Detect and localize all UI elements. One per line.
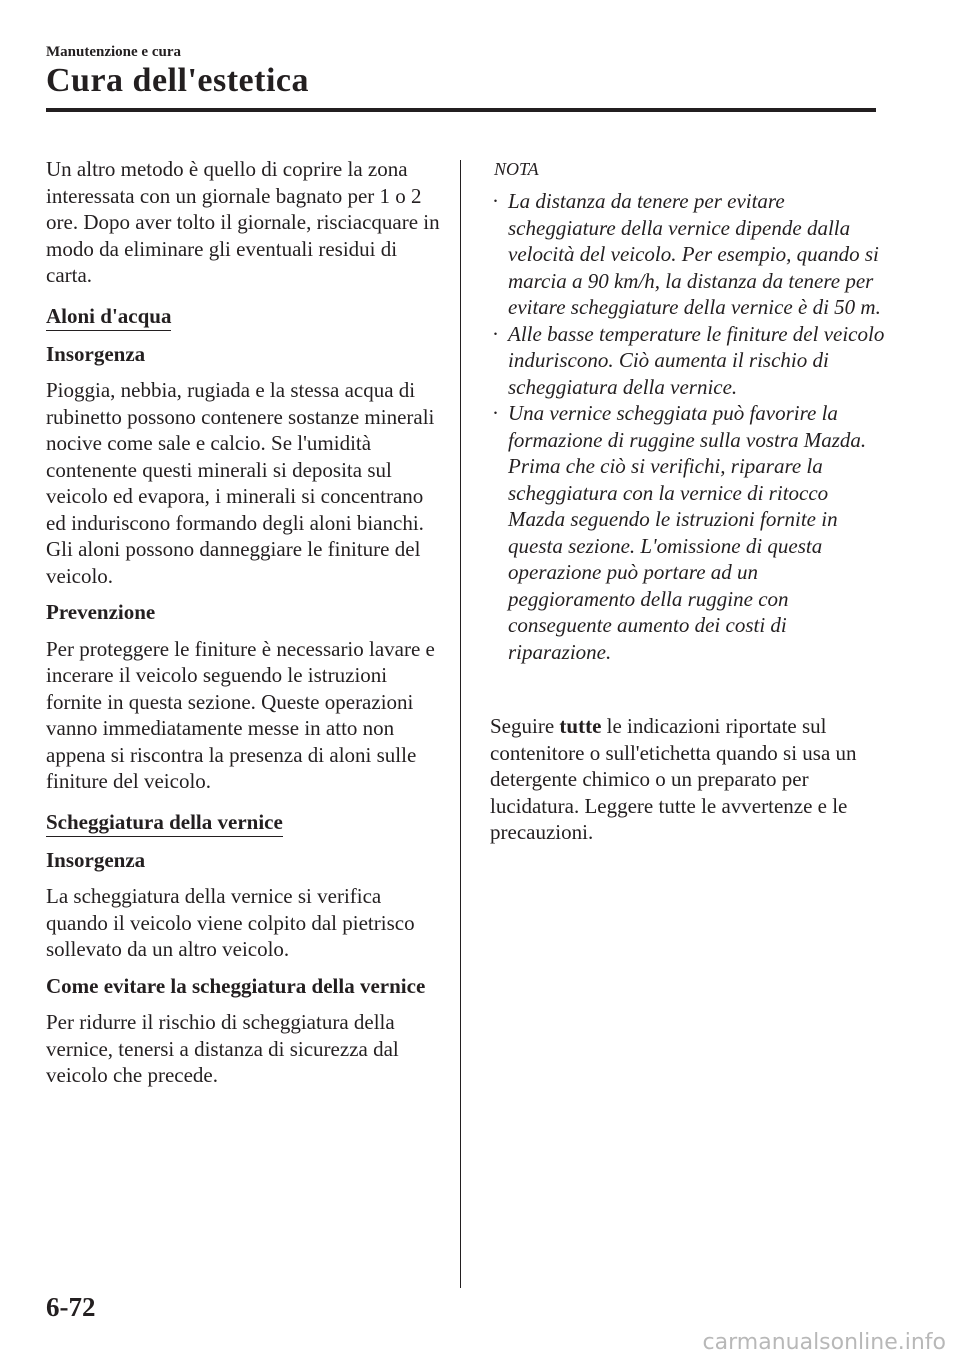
bullet-icon: ·	[492, 401, 499, 425]
section-heading-water-spots: Aloni d'acqua	[46, 303, 171, 331]
occurrence-text: La scheggiatura della vernice si verifica quando il veicolo viene colpito dal pietrisco sollevato da un altro veicolo.	[46, 884, 415, 961]
right-column	[490, 156, 885, 846]
column-divider	[460, 160, 461, 1288]
closing-suffix: le indicazioni riportate sul contenitore o sull'etichetta quando si usa un detergente chimico o un preparato per lucidatura. Leggere tutte le avvertenze e le precauzioni.	[490, 714, 857, 844]
closing-emphasis: tutte	[559, 714, 602, 738]
note-item: · Una vernice scheggiata può favorire la formazione di ruggine sulla vostra Mazda. Prima che ciò si verifichi, riparare la scheggiatura con la vernice di ritocco Mazda seguendo le istruzioni fornite in questa sezione. L'omissione di questa operazione può portare ad un peggioramento della ruggine con conseguente aumento dei costi di riparazione.	[492, 401, 867, 664]
bullet-icon: ·	[492, 321, 499, 346]
closing-paragraph	[490, 713, 885, 846]
note-item: · La distanza da tenere per evitare scheggiature della vernice dipende dalla velocità del veicolo. Per esempio, quando si marcia a 90 km/h, la distanza da tenere per evitare scheggiature della vernice è di 50 m.	[492, 189, 881, 319]
avoid-chipping-label: Come evitare la scheggiatura della vernice	[46, 973, 426, 998]
note-item: · Alle basse temperature le finiture del veicolo induriscono. Ciò aumenta il rischio di scheggiatura della vernice.	[492, 321, 885, 399]
bullet-icon: ·	[492, 189, 499, 213]
left-column	[46, 156, 441, 1089]
occurrence-label: Insorgenza	[46, 847, 146, 872]
section-heading-paint-chipping: Scheggiatura della vernice	[46, 809, 283, 837]
avoid-chipping-text: Per ridurre il rischio di scheggiatura della vernice, tenersi a distanza di sicurezza dal veicolo che precede.	[46, 1010, 399, 1087]
note-list	[490, 188, 885, 665]
occurrence-text: Pioggia, nebbia, rugiada e la stessa acqua di rubinetto possono contenere sostanze minerali nocive come sale e calcio. Se l'umidità contenente questi minerali si deposita sul veicolo ed evapora, i minerali si concentrano ed induriscono formando degli aloni bianchi. Gli aloni possono danneggiare le finiture del veicolo.	[46, 378, 435, 588]
header-section: Manutenzione e cura	[46, 44, 181, 60]
intro-paragraph: Un altro metodo è quello di coprire la zona interessata con un giornale bagnato per 1 o 2 ore. Dopo aver tolto il giornale, risciacquare in modo da eliminare gli eventuali residui di carta.	[46, 157, 440, 287]
note-label: NOTA	[494, 159, 539, 179]
watermark: carmanualsonline.info	[702, 1330, 946, 1355]
prevention-label: Prevenzione	[46, 600, 156, 624]
page-number: 6-72	[46, 1292, 96, 1322]
header-divider	[46, 108, 876, 112]
closing-prefix: Seguire	[490, 714, 555, 738]
occurrence-label: Insorgenza	[46, 341, 146, 366]
prevention-text: Per proteggere le finiture è necessario lavare e incerare il veicolo seguendo le istruzioni fornite in questa sezione. Queste operazioni vanno immediatamente messe in atto non appena si riscontra la presenza di aloni sulle finiture del veicolo.	[46, 636, 435, 793]
page-title: Cura dell'estetica	[46, 62, 309, 99]
